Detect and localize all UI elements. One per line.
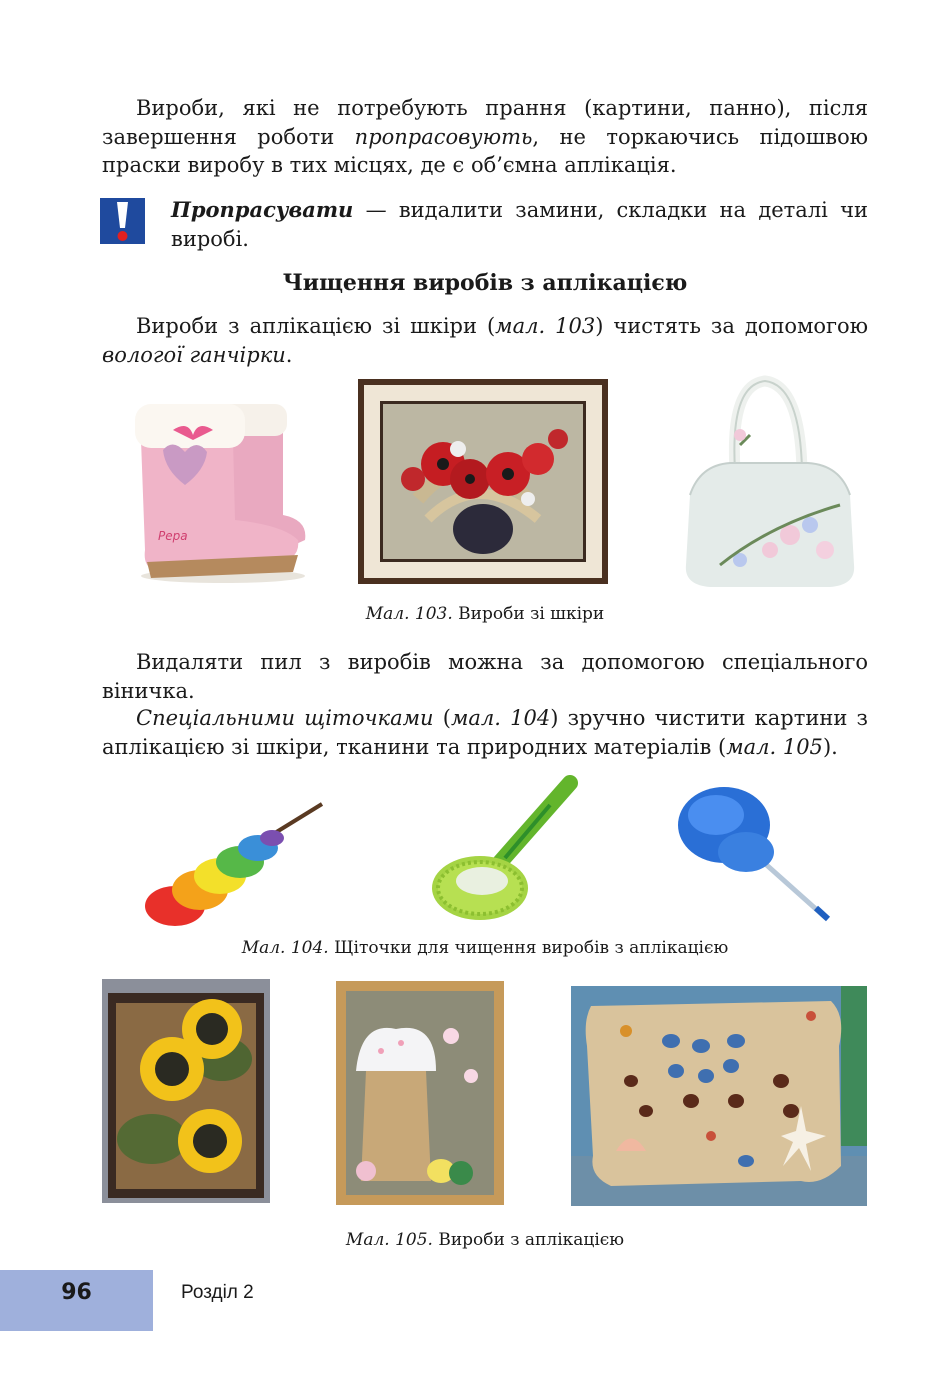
paragraph-dust: Видаляти пил з виробів можна за допомогою спеціального віничка. [102,650,868,703]
handbag-image [680,375,858,590]
boot-image [133,390,313,585]
exclamation-icon [100,198,145,244]
figure-103-caption: Мал. 103. Вироби зі шкіри [365,604,605,624]
section-label: Розділ 2 [181,1282,254,1303]
sand-shells-panel-image [571,986,867,1206]
blue-duster-image [676,780,832,922]
section-heading: Чищення виробів з аплікацією [282,270,688,296]
figure-105-caption: Мал. 105. Вироби з аплікацією [345,1230,625,1250]
paragraph-brushes: Спеціальними щіточками (мал. 104) зручно чистити картини з аплікацією зі шкіри, тканини та природних матеріалів (мал. 105). [102,706,868,759]
paragraph-cleaning: Вироби з аплікацією зі шкіри (мал. 103) чистять за допомогою вологої ганчірки. [102,314,868,367]
term-propras: пропрасовують [354,124,533,149]
definition: Пропрасувати — видалити замини, складки на деталі чи виробі. [171,197,868,251]
rainbow-duster-image [140,798,330,930]
boot-print-text: Pepa [158,529,188,543]
definition-term: Пропрасувати [171,197,354,222]
green-microfiber-brush-image [430,773,580,925]
paragraph-ironing: Вироби, які не потребують прання (картини, панно), після завершення роботи пропрасовують, не торкаючись підошвою праски виробу в тих місцях, де є об’ємна аплікація. [102,96,869,177]
sunflowers-panel-image [102,979,270,1203]
fabric-panel-image [336,981,504,1205]
page-number: 96 [61,1280,92,1305]
figure-104-caption: Мал. 104. Щіточки для чищення виробів з аплікацією [241,938,729,958]
framed-poppies-image [358,379,608,584]
